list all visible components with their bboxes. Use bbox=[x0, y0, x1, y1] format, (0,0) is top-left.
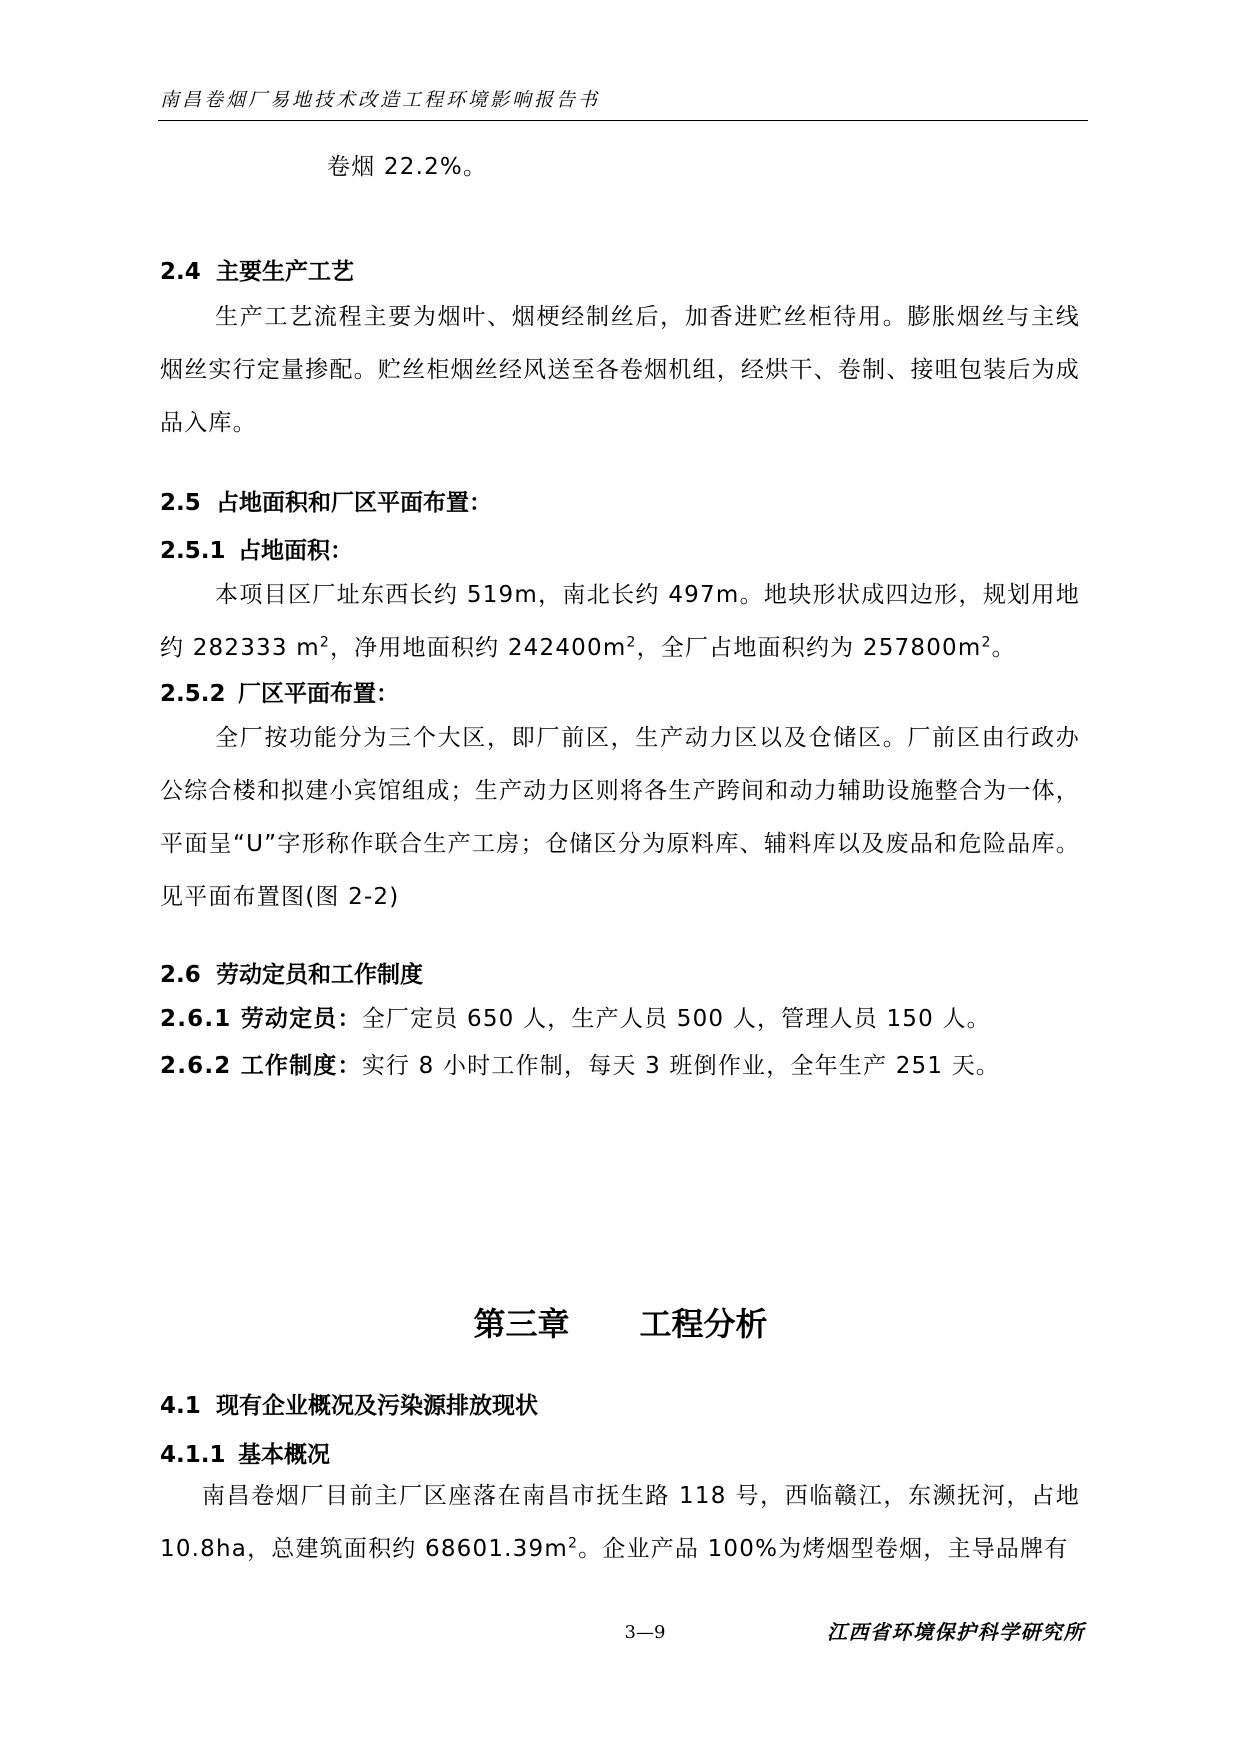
section-heading-4-1 bbox=[160, 1389, 1080, 1423]
section-title: 劳动定员和工作制度 bbox=[216, 962, 424, 988]
section-title: 厂区平面布置： bbox=[238, 681, 400, 707]
staffing-text: 全厂定员 650 人，生产人员 500 人，管理人员 150 人。 bbox=[361, 1006, 991, 1032]
superscript: 2 bbox=[981, 634, 992, 651]
paragraph-work-schedule bbox=[160, 1040, 1080, 1093]
superscript: 2 bbox=[319, 634, 330, 651]
overview-text-a: 南昌卷烟厂目前主厂区座落在南昌市抚生路 118 号，西临赣江，东濒抚河，占地 10.8ha，总建筑面积约 68601.39m bbox=[160, 1483, 1080, 1562]
section-title: 主要生产工艺 bbox=[216, 259, 355, 285]
paragraph-plant-layout: 全厂按功能分为三个大区，即厂前区，生产动力区以及仓储区。厂前区由行政办公综合楼和拟建小宾馆组成；生产动力区则将各生产跨间和动力辅助设施整合为一体，平面呈“U”字形称作联合生产工房；仓储区分为原料库、辅料库以及废品和危险品库。见平面布置图(图 2-2) bbox=[160, 725, 1080, 910]
continued-text: 卷烟 22.2%。 bbox=[327, 154, 488, 180]
work-schedule-label: 2.6.2 工作制度： bbox=[160, 1053, 362, 1079]
superscript: 2 bbox=[567, 1535, 579, 1552]
section-title: 现有企业概况及污染源排放现状 bbox=[216, 1393, 539, 1419]
section-number: 2.6 bbox=[160, 962, 201, 988]
header-rule bbox=[158, 120, 1088, 121]
section-heading-2-6 bbox=[160, 958, 1080, 992]
section-heading-2-5-1 bbox=[160, 534, 1080, 568]
chapter-heading bbox=[0, 1302, 1241, 1346]
land-area-text-c: ，全厂占地面积约为 257800m bbox=[636, 635, 982, 661]
section-number: 2.4 bbox=[160, 259, 201, 285]
section-number: 2.5.1 bbox=[160, 538, 226, 564]
land-area-text-b: ，净用地面积约 242400m bbox=[329, 635, 627, 661]
land-area-text-a: 本项目区厂址东西长约 519m，南北长约 497m。地块形状成四边形，规划用地约 282333 m bbox=[160, 582, 1080, 661]
section-heading-4-1-1 bbox=[160, 1438, 1080, 1472]
paragraph-land-area bbox=[160, 569, 1080, 675]
section-title: 占地面积： bbox=[238, 538, 354, 564]
section-title: 基本概况 bbox=[238, 1442, 331, 1468]
section-heading-2-4 bbox=[160, 255, 1080, 289]
chapter-number: 第三章 bbox=[473, 1305, 570, 1343]
paragraph-staffing bbox=[160, 993, 1080, 1046]
running-header: 南昌卷烟厂易地技术改造工程环境影响报告书 bbox=[160, 89, 601, 111]
page-number: 3—9 bbox=[624, 1622, 666, 1643]
section-number: 2.5.2 bbox=[160, 681, 226, 707]
overview-text-b: 。企业产品 100%为烤烟型卷烟，主导品牌有 bbox=[578, 1536, 1069, 1562]
section-heading-2-5-2 bbox=[160, 677, 1080, 711]
paragraph-basic-overview bbox=[160, 1470, 1080, 1576]
section-title: 占地面积和厂区平面布置： bbox=[216, 490, 493, 516]
land-area-text-d: 。 bbox=[991, 635, 1016, 661]
section-number: 4.1 bbox=[160, 1393, 201, 1419]
staffing-label: 2.6.1 劳动定员： bbox=[160, 1006, 362, 1032]
chapter-title: 工程分析 bbox=[639, 1305, 768, 1343]
section-number: 4.1.1 bbox=[160, 1442, 226, 1468]
section-heading-2-5 bbox=[160, 486, 1080, 520]
section-number: 2.5 bbox=[160, 490, 201, 516]
work-schedule-text: 实行 8 小时工作制，每天 3 班倒作业，全年生产 251 天。 bbox=[361, 1053, 1001, 1079]
footer-organization: 江西省环境保护科学研究所 bbox=[827, 1620, 1085, 1644]
superscript: 2 bbox=[626, 634, 637, 651]
paragraph-production-process: 生产工艺流程主要为烟叶、烟梗经制丝后，加香进贮丝柜待用。膨胀烟丝与主线烟丝实行定量掺配。贮丝柜烟丝经风送至各卷烟机组，经烘干、卷制、接咀包装后为成品入库。 bbox=[160, 304, 1080, 436]
